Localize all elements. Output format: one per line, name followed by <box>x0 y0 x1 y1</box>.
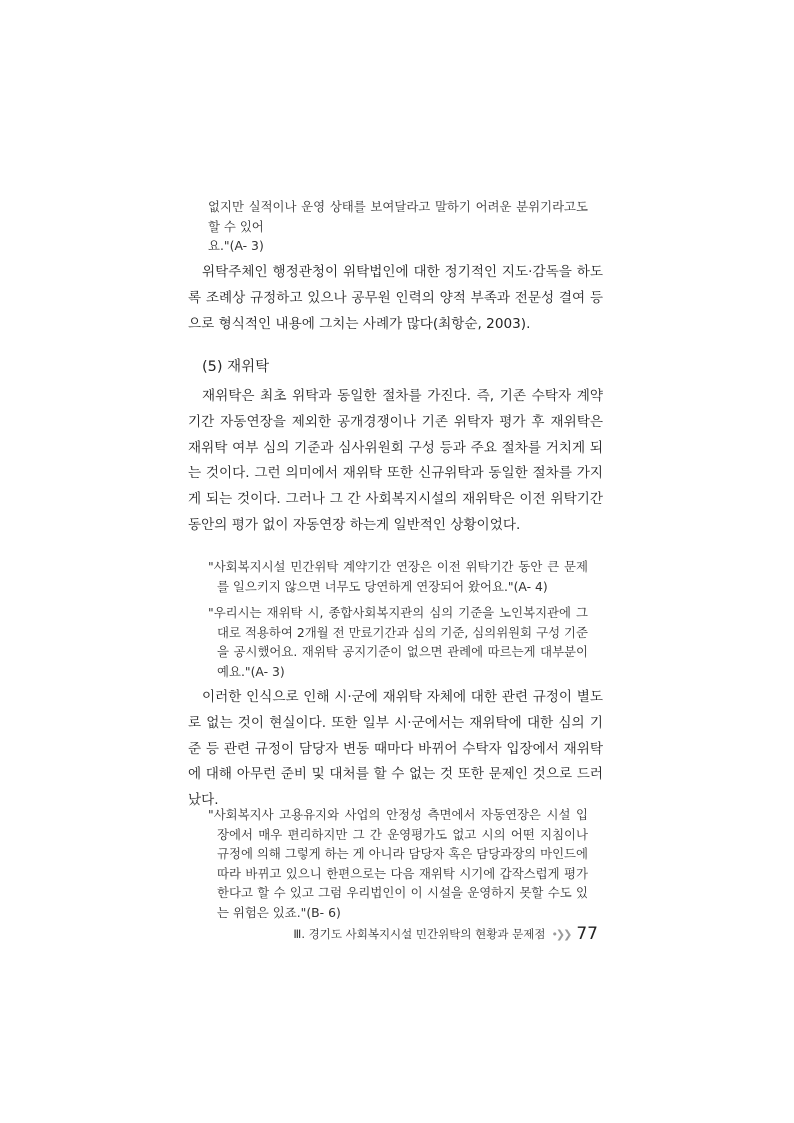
paragraph-text: 이러한 인식으로 인해 시·군에 재위탁 자체에 대한 관련 규정이 별도로 없는 것이 현실이다. 또한 일부 시·군에서는 재위탁에 대한 심의 기준 등 관련 규정이 담당자 변동 때마다 바뀌어 수탁자 입장에서 재위탁에 대해 아무런 준비 및 대처를 할 수 없는 것 또한 문제인 것으로 드러났다. <box>188 689 603 809</box>
interview-quote-a3 <box>208 603 588 681</box>
page-footer <box>293 924 598 944</box>
paragraph-regulation <box>188 685 603 814</box>
paragraph-text: 위탁주체인 행정관청이 위탁법인에 대한 정기적인 지도·감독을 하도록 조례상 규정하고 있으나 공무원 인력의 양적 부족과 전문성 결여 등으로 형식적인 내용에 그치는 사례가 많다(최항순, 2003). <box>188 264 603 332</box>
quote-continuation <box>208 197 588 256</box>
paragraph-supervision <box>188 260 603 337</box>
quote-line: 요."(A- 3) <box>208 238 264 254</box>
quote-line: 없지만 실적이나 운영 상태를 보여달라고 말하기 어려운 분위기라고도 할 수 있어 <box>208 199 588 234</box>
quote-text: "사회복지시설 민간위탁 계약기간 연장은 이전 위탁기간 동안 큰 문제를 일으키지 않으면 너무도 당연하게 연장되어 왔어요."(A- 4) <box>208 559 588 594</box>
quote-text: "우리시는 재위탁 시, 종합사회복지관의 심의 기준을 노인복지관에 그대로 적용하여 2개월 전 만료기간과 심의 기준, 심의위원회 구성 기준을 공시했어요. 재위탁 공지기준이 없으면 관례에 따르는게 대부분이예요."(A- 3) <box>208 605 588 679</box>
paragraph-text: 재위탁은 최초 위탁과 동일한 절차를 가진다. 즉, 기존 수탁자 계약기간 자동연장을 제외한 공개경쟁이나 기존 위탁자 평가 후 재위탁은 재위탁 여부 심의 기준과 심사위원회 구성 등과 주요 절차를 거치게 되는 것이다. 그런 의미에서 재위탁 또한 신규위탁과 동일한 절차를 가지게 되는 것이다. 그러나 그 간 사회복지시설의 재위탁은 이전 위탁기간 동안의 평가 없이 자동연장 하는게 일반적인 상황이었다. <box>188 388 603 533</box>
quote-text: "사회복지사 고용유지와 사업의 안정성 측면에서 자동연장은 시설 입장에서 매우 편리하지만 그 간 운영평가도 없고 시의 어떤 지침이나 규정에 의해 그렇게 하는 게 아니라 담당자 혹은 담당과장의 마인드에 따라 바뀌고 있으니 한편으로는 다음 재위탁 시기에 갑작스럽게 평가한다고 할 수 있고 그럼 우리법인이 이 시설을 운영하지 못할 수도 있는 위험은 있죠."(B- 6) <box>208 807 588 920</box>
page-number: 77 <box>576 924 598 944</box>
interview-quote-a4 <box>208 557 588 596</box>
section-heading: (5) 재위탁 <box>202 359 270 375</box>
paragraph-reconsignment <box>188 384 603 539</box>
chevron-right-icon: •❯❯ <box>551 927 571 941</box>
interview-quote-b6 <box>208 805 588 923</box>
chapter-title: Ⅲ. 경기도 사회복지시설 민간위탁의 현황과 문제점 <box>293 927 546 941</box>
